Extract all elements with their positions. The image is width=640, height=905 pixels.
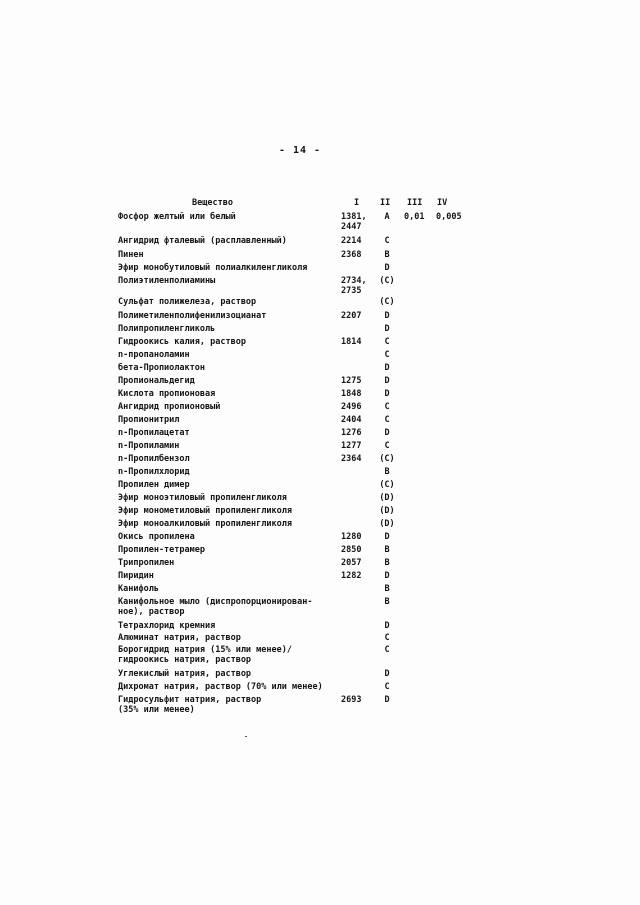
cell-ii: C <box>384 441 390 451</box>
cell-name: n-пропаноламин <box>118 350 190 360</box>
table-row <box>0 428 640 441</box>
cell-name: Полиэтиленполиамины <box>118 276 216 286</box>
cell-ii: C <box>384 645 390 655</box>
cell-ii: C <box>384 402 390 412</box>
cell-ii: D <box>384 389 390 399</box>
cell-name: Пропилен-тетрамер <box>118 545 205 555</box>
cell-name: бета-Пропиолактон <box>118 363 205 373</box>
cell-name: Полиметиленполифенилизоцианат <box>118 311 267 321</box>
cell-i: 1277 <box>341 441 362 451</box>
table-row <box>0 519 640 532</box>
table-row <box>0 276 640 297</box>
cell-i: 2214 <box>341 236 362 246</box>
cell-ii: (C) <box>379 297 395 307</box>
cell-name: Эфир моноэтиловый пропиленгликоля <box>118 493 287 503</box>
cell-name: Углекислый натрия, раствор <box>118 669 252 679</box>
cell-i: 2693 <box>341 695 362 705</box>
cell-name: Эфир моноалкиловый пропиленгликоля <box>118 519 292 529</box>
cell-ii: C <box>384 682 390 692</box>
cell-name: Борогидрид натрия (15% или менее)/ гидроокись натрия, раствор <box>118 645 292 665</box>
cell-ii: D <box>384 324 390 334</box>
cell-i: 1276 <box>341 428 362 438</box>
cell-i: 2734, 2735 <box>341 276 367 296</box>
cell-ii: B <box>384 545 390 555</box>
cell-i: 2850 <box>341 545 362 555</box>
cell-i: 2404 <box>341 415 362 425</box>
table-row <box>0 545 640 558</box>
cell-ii: (D) <box>379 519 395 529</box>
cell-ii: C <box>384 236 390 246</box>
cell-i: 1814 <box>341 337 362 347</box>
cell-ii: D <box>384 428 390 438</box>
cell-ii: B <box>384 597 390 607</box>
cell-name: Дихромат натрия, раствор (70% или менее) <box>118 682 323 692</box>
table-row <box>0 297 640 311</box>
cell-i: 1282 <box>341 571 362 581</box>
cell-ii: D <box>384 363 390 373</box>
table-row <box>0 441 640 454</box>
column-header-ii: II <box>380 198 391 208</box>
cell-name: n-Пропилбензол <box>118 454 190 464</box>
cell-ii: C <box>384 350 390 360</box>
cell-ii: B <box>384 250 390 260</box>
cell-ii: D <box>384 376 390 386</box>
table-row <box>0 645 640 669</box>
cell-name: Тетрахлорид кремния <box>118 621 216 631</box>
cell-ii: D <box>384 263 390 273</box>
table-row <box>0 311 640 324</box>
table-row <box>0 324 640 337</box>
cell-name: Трипропилен <box>118 558 175 568</box>
cell-i: 2057 <box>341 558 362 568</box>
cell-name: Эфир монобутиловый полиалкиленгликоля <box>118 263 308 273</box>
cell-ii: (D) <box>379 506 395 516</box>
cell-name: Кислота пропионовая <box>118 389 216 399</box>
cell-name: Пинен <box>118 250 144 260</box>
cell-name: Эфир монометиловый пропиленгликоля <box>118 506 292 516</box>
cell-ii: C <box>384 633 390 643</box>
table-row <box>0 571 640 584</box>
cell-ii: B <box>384 467 390 477</box>
cell-iv: 0,005 <box>436 212 462 222</box>
cell-name: Пропионитрил <box>118 415 180 425</box>
table-row <box>0 402 640 415</box>
cell-ii: (C) <box>379 276 395 286</box>
cell-name: n-Пропиламин <box>118 441 180 451</box>
cell-i: 2368 <box>341 250 362 260</box>
table-row <box>0 337 640 350</box>
cell-ii: B <box>384 558 390 568</box>
cell-i: 2496 <box>341 402 362 412</box>
cell-name: Пиридин <box>118 571 154 581</box>
table-row <box>0 597 640 621</box>
cell-i: 1381, 2447 <box>341 212 367 232</box>
table-row <box>0 376 640 389</box>
cell-i: 2364 <box>341 454 362 464</box>
table-row <box>0 389 640 402</box>
table-row <box>0 212 640 236</box>
cell-name: Алюминат натрия, раствор <box>118 633 241 643</box>
table-row <box>0 493 640 506</box>
cell-name: Канифольное мыло (диспропорционирован- ное), раствор <box>118 597 313 617</box>
cell-ii: A <box>384 212 390 222</box>
cell-ii: B <box>384 584 390 594</box>
cell-i: 2207 <box>341 311 362 321</box>
cell-name: Сульфат полижелеза, раствор <box>118 297 257 307</box>
table-row <box>0 621 640 633</box>
cell-ii: D <box>384 695 390 705</box>
cell-iii: 0,01 <box>404 212 425 222</box>
table-row <box>0 467 640 480</box>
cell-ii: D <box>384 621 390 631</box>
cell-ii: (C) <box>379 454 395 464</box>
column-header-i: I <box>354 198 360 208</box>
table-row <box>0 584 640 597</box>
page-number: - 14 - <box>278 145 322 156</box>
table-row <box>0 363 640 376</box>
cell-i: 1280 <box>341 532 362 542</box>
cell-ii: (C) <box>379 480 395 490</box>
cell-name: Полипропиленгликоль <box>118 324 216 334</box>
table-row <box>0 682 640 695</box>
table-row <box>0 415 640 428</box>
cell-ii: D <box>384 669 390 679</box>
table-row <box>0 558 640 571</box>
column-header-iv: IV <box>437 198 448 208</box>
cell-name: Гидросульфит натрия, раствор (35% или менее) <box>118 695 262 715</box>
table-row <box>0 633 640 645</box>
cell-i: 1848 <box>341 389 362 399</box>
column-header-iii: III <box>407 198 423 208</box>
cell-name: n-Пропилацетат <box>118 428 190 438</box>
table-row <box>0 506 640 519</box>
cell-name: Ангидрид фталевый (расплавленный) <box>118 236 287 246</box>
cell-ii: C <box>384 337 390 347</box>
cell-ii: D <box>384 571 390 581</box>
table-row <box>0 695 640 719</box>
column-header-substance: Вещество <box>192 198 233 208</box>
table-row <box>0 480 640 493</box>
cell-name: Пропилен димер <box>118 480 190 490</box>
cell-name: Гидроокись калия, раствор <box>118 337 246 347</box>
cell-name: Канифоль <box>118 584 159 594</box>
cell-name: Фосфор желтый или белый <box>118 212 236 222</box>
cell-ii: (D) <box>379 493 395 503</box>
scan-mark <box>245 736 247 737</box>
table-row <box>0 263 640 276</box>
table-row <box>0 669 640 682</box>
substance-table <box>0 212 640 719</box>
cell-ii: C <box>384 415 390 425</box>
cell-i: 1275 <box>341 376 362 386</box>
cell-ii: D <box>384 532 390 542</box>
table-row <box>0 250 640 263</box>
cell-name: Пропиональдегид <box>118 376 195 386</box>
cell-ii: D <box>384 311 390 321</box>
table-row <box>0 236 640 250</box>
table-row <box>0 532 640 545</box>
cell-name: n-Пропилхлорид <box>118 467 190 477</box>
table-row <box>0 454 640 467</box>
cell-name: Ангидрид пропионовый <box>118 402 221 412</box>
table-row <box>0 350 640 363</box>
cell-name: Окись пропилена <box>118 532 195 542</box>
